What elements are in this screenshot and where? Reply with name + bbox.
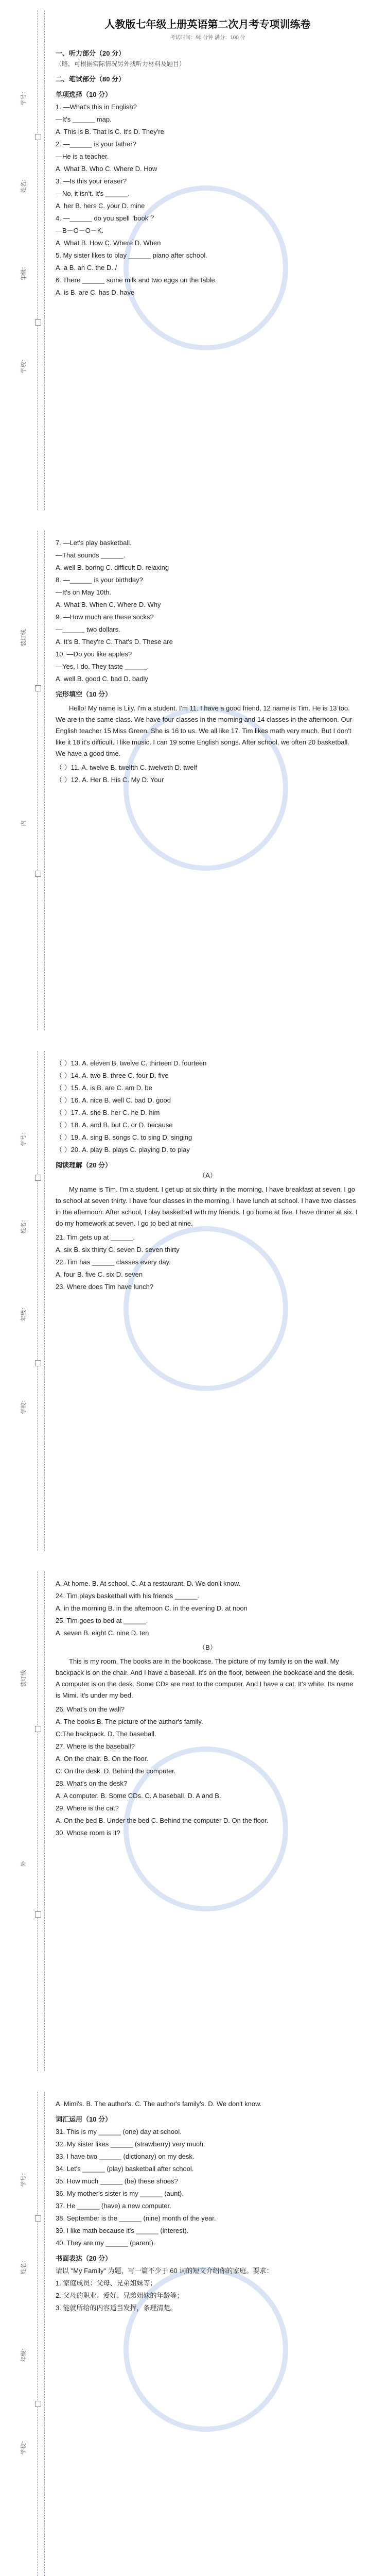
reading-passage-a: My name is Tim. I'm a student. I get up at six thirty in the morning. I have breakfast at seven. I go to school at seven thirty. I have four classes in the morning. I have lunch at school. I have two classes in the afternoon. After school, I play basketball with my friends. I go home at five. I have dinner at six. I do my homework at seven. I go to bed at nine. bbox=[56, 1185, 358, 1227]
question: 9. —How much are these socks? bbox=[56, 613, 154, 621]
question: 1. —What's this in English? bbox=[56, 103, 137, 111]
question-line: —No, it isn't. It's ______. bbox=[56, 190, 130, 197]
page-4 bbox=[0, 1561, 370, 2081]
fill-blank: 34. Let's ______ (play) basketball after school. bbox=[56, 2165, 194, 2173]
question: 5. My sister likes to play ______ piano after school. bbox=[56, 251, 207, 259]
binding-line bbox=[44, 1051, 45, 1551]
options: A. On the bed B. Under the bed C. Behind the computer D. On the floor. bbox=[56, 1817, 269, 1824]
cloze-passage: Hello! My name is Lily. I'm a student. I'm 11. I have a good friend, 12 name is Tim. He is 13 too. We are in the same class. We have four classes in the morning and 14 classes in the afternoon. Our English teacher 15 Miss Green. She is 16 to us. We all like 17. Tim likes math very much. But I don't like it 18 it's difficult. I like music. I can 19 some English songs. After school, we often 20 basketball. We have a good time. bbox=[56, 704, 353, 757]
binding-hole bbox=[35, 685, 41, 691]
binding-label: 学校： bbox=[21, 356, 27, 374]
question: 30. Whose room is it? bbox=[56, 1829, 120, 1837]
fill-blank: 38. September is the ______ (nine) month of the year. bbox=[56, 2214, 216, 2222]
fill-blank: 39. I like math because it's ______ (interest). bbox=[56, 2227, 189, 2234]
question: 22. Tim has ______ classes every day. bbox=[56, 1258, 171, 1266]
options: A. Mimi's. B. The author's. C. The author's family's. D. We don't know. bbox=[56, 2100, 262, 2108]
question-line: —He is a teacher. bbox=[56, 152, 109, 160]
binding-label: 装订线 bbox=[21, 1670, 27, 1687]
options: A. What B. Who C. Where D. How bbox=[56, 165, 157, 173]
binding-label: 年级： bbox=[21, 2345, 27, 2362]
writing-requirement: 1. 家庭成员：父母、兄弟姐妹等； bbox=[56, 2279, 157, 2287]
question: 27. Where is the baseball? bbox=[56, 1742, 135, 1750]
question-line: —Yes, I do. They taste ______. bbox=[56, 663, 149, 670]
binding-hole bbox=[35, 1360, 41, 1366]
section-heading: 二、笔试部分（80 分） bbox=[56, 75, 126, 83]
binding-hole bbox=[35, 1911, 41, 1918]
section-heading: 单项选择（10 分） bbox=[56, 91, 112, 98]
question: 2. —______ is your father? bbox=[56, 140, 136, 148]
page-5 bbox=[0, 2081, 370, 2576]
fill-blank: 40. They are my ______ (parent). bbox=[56, 2239, 155, 2247]
cloze-item: （ ）12. A. Her B. His C. My D. Your bbox=[56, 776, 164, 784]
cloze-item: （ ）11. A. twelve B. twelfth C. twelveth D. twelf bbox=[56, 764, 198, 771]
options: A. seven B. eight C. nine D. ten bbox=[56, 1629, 149, 1637]
question-line: —B－O－O－K. bbox=[56, 227, 104, 234]
cloze-item: （ ）16. A. nice B. well C. bad D. good bbox=[56, 1096, 171, 1104]
question: 10. —Do you like apples? bbox=[56, 650, 132, 658]
binding-strip bbox=[6, 2092, 51, 2576]
binding-label: 姓名： bbox=[21, 1216, 27, 1234]
binding-line bbox=[44, 1571, 45, 2071]
page-5-content bbox=[56, 2097, 360, 2313]
binding-label: 学校： bbox=[21, 2437, 27, 2455]
binding-label: 学号： bbox=[21, 2170, 27, 2187]
exam-subtitle: 考试时间：90 分钟 满分：100 分 bbox=[170, 35, 245, 41]
options: A. is B. are C. has D. have bbox=[56, 289, 135, 296]
binding-hole bbox=[35, 1175, 41, 1181]
cloze-item: （ ）20. A. play B. plays C. playing D. to play bbox=[56, 1146, 190, 1154]
binding-line bbox=[37, 1051, 38, 1551]
cloze-item: （ ）13. A. eleven B. twelve C. thirteen D. fourteen bbox=[56, 1059, 207, 1067]
page-2 bbox=[0, 520, 370, 1041]
binding-label: 年级： bbox=[21, 263, 27, 281]
options: A. four B. five C. six D. seven bbox=[56, 1270, 143, 1278]
options: A. On the chair. B. On the floor. bbox=[56, 1755, 148, 1762]
section-heading: 词汇运用（10 分） bbox=[56, 2115, 112, 2123]
question: 3. —Is this your eraser? bbox=[56, 177, 127, 185]
binding-label: 学校： bbox=[21, 1397, 27, 1414]
binding-strip bbox=[6, 1571, 51, 2071]
page-1 bbox=[0, 0, 370, 520]
section-heading: 完形填空（10 分） bbox=[56, 690, 112, 698]
page-3 bbox=[0, 1041, 370, 1561]
binding-label: 姓名： bbox=[21, 2257, 27, 2275]
fill-blank: 37. He ______ (have) a new computer. bbox=[56, 2202, 171, 2210]
question: 8. —______ is your birthday? bbox=[56, 576, 143, 584]
question: 7. —Let's play basketball. bbox=[56, 539, 132, 547]
options: A. At home. B. At school. C. At a restaurant. D. We don't know. bbox=[56, 1580, 241, 1587]
fill-blank: 32. My sister likes ______ (strawberry) very much. bbox=[56, 2140, 205, 2148]
options: A. six B. six thirty C. seven D. seven thirty bbox=[56, 1246, 180, 1253]
options: A. her B. hers C. your D. mine bbox=[56, 202, 145, 210]
binding-label: 学号： bbox=[21, 1129, 27, 1146]
binding-line bbox=[37, 531, 38, 1030]
binding-label: 年级： bbox=[21, 1304, 27, 1321]
question-line: —______ two dollars. bbox=[56, 625, 120, 633]
question: 6. There ______ some milk and two eggs on the table. bbox=[56, 276, 217, 284]
cloze-item: （ ）18. A. and B. but C. or D. because bbox=[56, 1121, 173, 1129]
writing-requirement: 2. 父母的职业、爱好、兄弟姐妹的年龄等； bbox=[56, 2292, 184, 2299]
question: 24. Tim plays basketball with his friends ______. bbox=[56, 1592, 199, 1600]
binding-strip bbox=[6, 531, 51, 1030]
binding-hole bbox=[35, 2401, 41, 2407]
passage-label: （B） bbox=[199, 1643, 217, 1651]
question: 4. —______ do you spell "book"？ bbox=[56, 214, 157, 222]
options: C.The backpack. D. The baseball. bbox=[56, 1730, 156, 1738]
fill-blank: 31. This is my ______ (one) day at school. bbox=[56, 2128, 182, 2136]
question-line: —That sounds ______. bbox=[56, 551, 126, 559]
binding-line bbox=[44, 2092, 45, 2576]
options: A. This is B. That is C. It's D. They're bbox=[56, 128, 164, 135]
binding-label: 外 bbox=[21, 1861, 27, 1867]
options: A. It's B. They're C. That's D. These are bbox=[56, 638, 173, 646]
page-3-content bbox=[56, 1056, 360, 1292]
page-1-content bbox=[56, 15, 360, 298]
passage-label: （A） bbox=[199, 1172, 217, 1179]
binding-hole bbox=[35, 871, 41, 877]
reading-passage-b: This is my room. The books are in the bookcase. The picture of my family is on the wall. My backpack is on the chair. And I have a baseball. It's on the floor, between the bookcase and the desk. A computer is on the desk. Some CDs are next to the computer. And I have a cat. It's white. Its name is Mimi. It's under my bed. bbox=[56, 1657, 355, 1699]
binding-label: 内 bbox=[21, 820, 27, 826]
options: A. What B. When C. Where D. Why bbox=[56, 601, 161, 608]
options: A. well B. good C. bad D. badly bbox=[56, 675, 148, 683]
options: A. What B. How C. Where D. When bbox=[56, 239, 161, 247]
binding-line bbox=[44, 531, 45, 1030]
binding-line bbox=[44, 10, 45, 510]
options: C. On the desk. D. Behind the computer. bbox=[56, 1767, 176, 1775]
note: （略，可根据实际情况另外找听力材料及题目） bbox=[56, 60, 186, 67]
options: A. The books B. The picture of the author's family. bbox=[56, 1718, 203, 1725]
section-heading: 一、听力部分（20 分） bbox=[56, 49, 126, 57]
page-2-content bbox=[56, 536, 360, 785]
exam-title: 人教版七年级上册英语第二次月考专项训练卷 bbox=[104, 19, 311, 30]
binding-line bbox=[37, 1571, 38, 2071]
cloze-item: （ ）19. A. sing B. songs C. to sing D. singing bbox=[56, 1133, 192, 1141]
binding-line bbox=[37, 2092, 38, 2576]
section-heading: 阅读理解（20 分） bbox=[56, 1161, 112, 1169]
cloze-item: （ ）14. A. two B. three C. four D. five bbox=[56, 1072, 169, 1079]
binding-hole bbox=[35, 1726, 41, 1732]
binding-label: 学号： bbox=[21, 88, 27, 106]
page-4-content bbox=[56, 1577, 360, 1838]
binding-hole bbox=[35, 134, 41, 140]
question: 29. Where is the cat? bbox=[56, 1804, 119, 1812]
writing-prompt: 请以 "My Family" 为题，写一篇不少于 60 词的短文介绍你的家庭。要求： bbox=[56, 2267, 273, 2275]
fill-blank: 35. How much ______ (be) these shoes? bbox=[56, 2177, 178, 2185]
fill-blank: 36. My mother's sister is my ______ (aunt). bbox=[56, 2190, 184, 2197]
writing-requirement: 3. 能就所给的内容适当发挥，条理清楚。 bbox=[56, 2304, 177, 2312]
question-line: —It's on May 10th. bbox=[56, 588, 111, 596]
binding-line bbox=[37, 10, 38, 510]
question: 25. Tim goes to bed at ______. bbox=[56, 1617, 148, 1624]
fill-blank: 33. I have two ______ (dictionary) on my desk. bbox=[56, 2153, 195, 2160]
binding-strip bbox=[6, 10, 51, 510]
question: 28. What's on the desk? bbox=[56, 1780, 128, 1787]
binding-label: 装订线 bbox=[21, 629, 27, 647]
binding-label: 姓名： bbox=[21, 176, 27, 193]
question: 21. Tim gets up at ______. bbox=[56, 1233, 135, 1241]
cloze-item: （ ）17. A. she B. her C. he D. him bbox=[56, 1109, 160, 1116]
question-line: —It's ______ map. bbox=[56, 115, 112, 123]
question: 26. What's on the wall? bbox=[56, 1705, 125, 1713]
options: A. a B. an C. the D. / bbox=[56, 264, 117, 272]
options: A. in the morning B. in the afternoon C. in the evening D. at noon bbox=[56, 1604, 248, 1612]
cloze-item: （ ）15. A. is B. are C. am D. be bbox=[56, 1084, 152, 1092]
question: 23. Where does Tim have lunch? bbox=[56, 1283, 154, 1291]
section-heading: 书面表达（20 分） bbox=[56, 2255, 112, 2262]
binding-strip bbox=[6, 1051, 51, 1551]
options: A. well B. boring C. difficult D. relaxing bbox=[56, 564, 169, 571]
options: A. A computer. B. Some CDs. C. A baseball. D. A and B. bbox=[56, 1792, 221, 1800]
binding-hole bbox=[35, 319, 41, 326]
binding-hole bbox=[35, 2215, 41, 2222]
